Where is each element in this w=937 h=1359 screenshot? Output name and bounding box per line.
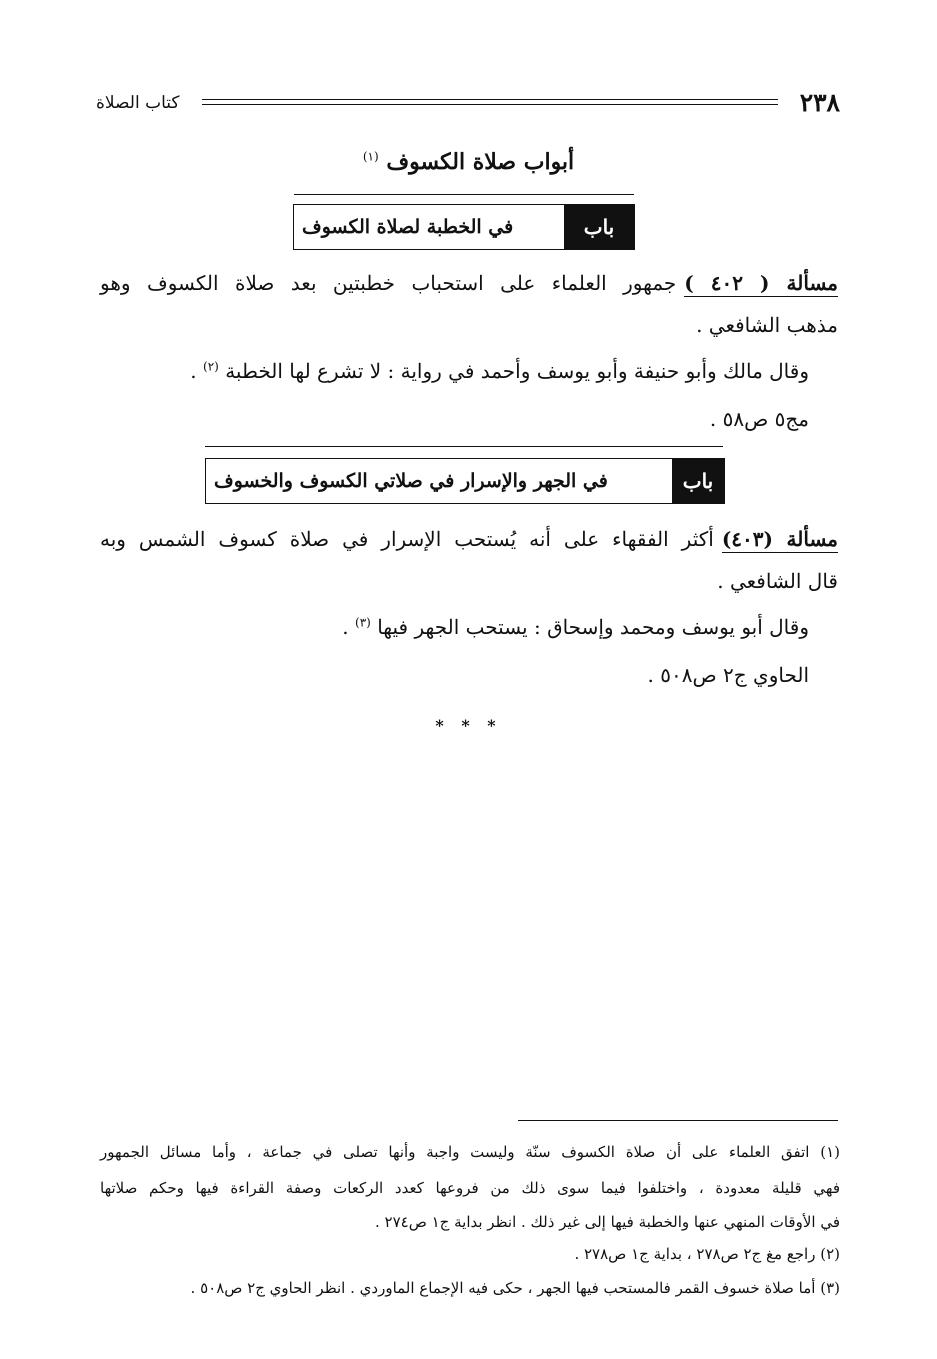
bab-top-rule <box>205 446 723 447</box>
opinion-end: . <box>342 615 355 639</box>
masala-label: مسألة ( ٤٠٢ ) <box>684 271 838 295</box>
bab-label: باب <box>672 459 724 503</box>
opinion-paragraph <box>342 612 809 642</box>
footnote-1-line-3: في الأوقات المنهي عنها والخطبة فيها إلى غير ذلك . انظر بداية ج١ ص٢٧٤ . <box>374 1213 840 1231</box>
opinion-paragraph <box>190 356 809 386</box>
masala-402 <box>100 268 838 298</box>
masala-403-cont: قال الشافعي . <box>717 569 838 593</box>
masala-label: مسألة (٤٠٣) <box>721 527 838 551</box>
bab-heading-2 <box>205 458 725 504</box>
chapter-title <box>0 146 937 178</box>
opinion-text: وقال مالك وأبو حنيفة وأبو يوسف وأحمد في رواية : لا تشرع لها الخطبة <box>225 359 809 383</box>
footnote-3: (٣) أما صلاة خسوف القمر فالمستحب فيها الجهر ، حكى فيه الإجماع الماوردي . انظر الحاوي ج٢ ص٥٠٨ . <box>190 1279 840 1297</box>
footnote-2: (٢) راجع مغ ج٢ ص٢٧٨ ، بداية ج١ ص٢٧٨ . <box>574 1245 840 1263</box>
book-title: كتاب الصلاة <box>96 93 180 113</box>
masala-text: أكثر الفقهاء على أنه يُستحب الإسرار في صلاة كسوف الشمس وبه <box>100 527 714 551</box>
bab-label: باب <box>564 205 634 249</box>
opinion-end: . <box>190 359 204 383</box>
footnote-ref-2: (٢) <box>203 359 219 374</box>
source-ref: الحاوي ج٢ ص٥٠٨ . <box>647 663 809 687</box>
bab-title: في الخطبة لصلاة الكسوف <box>302 216 514 238</box>
footnote-rule <box>518 1120 838 1121</box>
masala-402-cont: مذهب الشافعي . <box>696 313 838 337</box>
masala-text: جمهور العلماء على استحباب خطبتين بعد صلاة الكسوف وهو <box>100 271 677 295</box>
footnote-ref-3: (٣) <box>355 615 371 630</box>
masala-403 <box>100 524 838 554</box>
footnote-1-line-2: فهي قليلة معدودة ، واختلفوا فيما سوى ذلك من فروعها كعدد الركعات وصفة القراءة فيها وحكم صلاتها <box>100 1179 840 1197</box>
chapter-title-text: أبواب صلاة الكسوف <box>386 149 575 175</box>
source-ref: مج٥ ص٥٨ . <box>709 407 809 431</box>
bab-top-rule <box>294 194 634 195</box>
footnote-ref-1: (١) <box>362 149 379 164</box>
section-separator: * * * <box>435 716 502 735</box>
bab-heading-1 <box>293 204 635 250</box>
footnote-1-line-1: (١) اتفق العلماء على أن صلاة الكسوف سنّة وليست واجبة وأنها تصلى في جماعة ، وأما مسائل الجمهور <box>100 1143 840 1161</box>
running-header <box>96 88 840 118</box>
page-number: ٢٣٨ <box>799 88 840 117</box>
bab-title: في الجهر والإسرار في صلاتي الكسوف والخسوف <box>214 470 608 492</box>
opinion-text: وقال أبو يوسف ومحمد وإسحاق : يستحب الجهر فيها <box>377 615 809 639</box>
header-double-rule <box>202 99 778 105</box>
